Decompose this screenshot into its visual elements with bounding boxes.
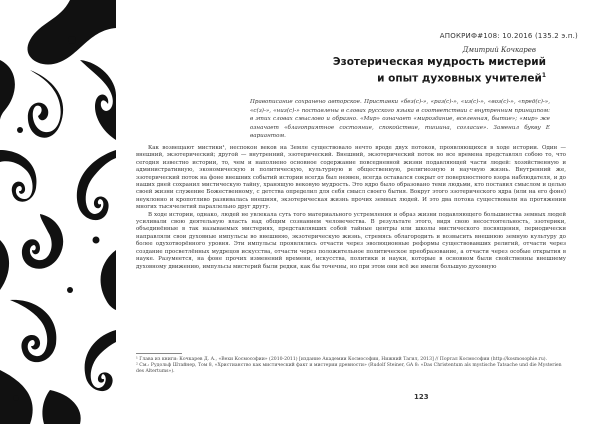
body-paragraph-1: Как возвещают мистики¹, неспокон веков на Земле существовало нечто вроде двух потоков, проявляющихся в ходе истории. Один — внешний, экзотерический; другой — внутренний, эзотерический. Внешний, экзотерический поток во все времена представлял собою то, что сегодня известно истории, то, чем и наполнено основное содержание повседневной жизни подавляющей части людей: хозяйственную и административную, экономическую и политическую, культурную и общественную, религиозную и научную жизнь. Внутренний же, эзотерический поток на фоне внешних событий истории всегда был неявен, всегда оставался сокрыт от поверхностного взора наблюдателя, и до наших дней сохранил мистическую тайну, хранящую вековую мудрость. Это ядро было образовано теми людьми, кто поставил смыслом и целью своей жизни служение Божественному, с детства определил для себя смысл своего бытия. Вокруг этого эзотерического ядра (или на его фоне) неуклонно и кропотливо развивалась внешняя, экзотерическая жизнь прочих земных людей. И это два потока существовали на протяжении многих тысячелетий параллельно друг другу. [136,145,566,211]
book-page [132,0,588,424]
footnotes [136,357,566,376]
title-line-2 [246,69,546,86]
running-header: АПОКРИФ#108: 10.2016 (135.2 э.п.) [439,32,578,40]
decorative-ornament-border [0,0,116,424]
body-paragraph-2: В ходе истории, однако, людей не увлекала суть того материального устремления и образ жизни подавляющего большинства земных людей усиливали свою деятельную власть над общим сознанием человечества. В результате этого, видя свою несостоятельность, эзотерики, объединённые в так называемых мистериях, представлявших собой тайные центры или школы мистического посвящения, периодически направляли свои духовные импульсы во внешнюю, экзотерическую жизнь, стремясь облагородить и возвысить внешнюю земную культуру до более одухотворённого уровня. Эти импульсы проявлялись отчасти через эволюционные реформы существовавших религий, отчасти через создание просветлённых мудрецов искусства, отчасти через положительное политическое преобразование, а отчасти через особые открытия в науке. Разумеется, на фоне прочих изменений времени, искусства, политики и науки, которые в основном были свойственны внешнему духовному движению, импульсы мистерий были редки, как бы точечны, но при этом они всё же имели большую духовную [136,211,566,270]
title-line-2-text: и опыт духовных учителей [377,72,542,85]
footnote-divider [136,353,182,354]
article-title [246,56,546,86]
epigraph-note: Правописание сохранено авторское. Приставки «без(с)-», «раз(с)-», «из(с)-», «воз(с)-», «пред(с)-», «с(з)-», «низ(с)-» поставлены в словах русского языка в соответствии с внутренним принципом: в этих словах смыслово и образно. «Мир» означает «мироздание, вселенная, бытие»; «мир» же означает «благоприятное состояние, спокойствие, тишина, согласие». Заменил букву Е вариантом. [250,99,550,140]
page-number: 123 [414,393,429,401]
article-author: Дмитрий Кочкарев [462,46,536,54]
ornament-pattern-graphic [0,0,116,424]
footnote-2: ² См.: Рудольф Штайнер, Том 8, «Христианство как мистический факт и мистерии древности» (Rudolf Steiner, GA 8: «Das Christentum als mystische Tatsache und die Mysterien des Altertums»). [136,363,562,375]
title-footnote-mark: 1 [541,72,546,79]
article-body [136,145,566,271]
title-line-1: Эзотерическая мудрость мистерий [332,56,546,68]
footnote-1: ¹ Глава из книги: Кочкарев Д. А., «Вехи Космософии» (2010-2011) [издание Академии Космософии, Нижний Тагил, 2013] // Портал Космософии (http://kosmosophie.ru). [136,357,548,362]
